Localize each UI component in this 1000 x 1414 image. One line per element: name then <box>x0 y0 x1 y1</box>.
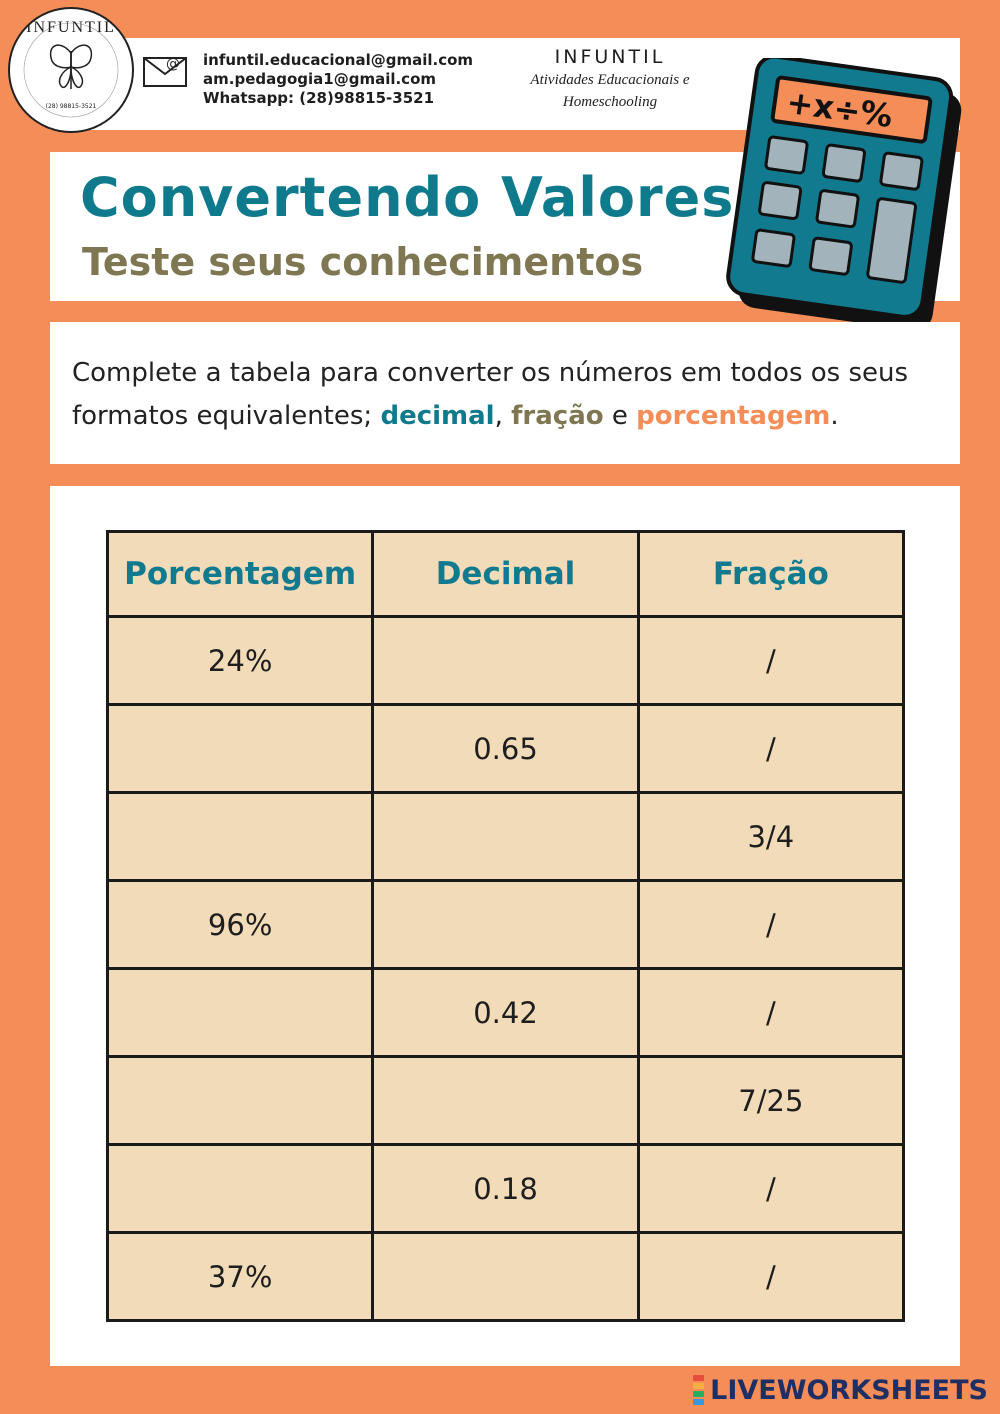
conversion-table <box>106 530 905 1322</box>
answer-cell-decimal[interactable] <box>373 793 638 881</box>
answer-cell-fracao[interactable]: / <box>638 617 903 705</box>
header-decimal: Decimal <box>373 532 638 617</box>
instructions-end: . <box>830 401 839 431</box>
cell-porcentagem: 37% <box>108 1233 373 1321</box>
logo-phone: (28) 98815-3521 <box>45 103 97 110</box>
table-row <box>108 1233 904 1321</box>
table-row <box>108 793 904 881</box>
answer-cell-decimal[interactable] <box>373 617 638 705</box>
contact-email-1[interactable]: infuntil.educacional@gmail.com <box>203 51 474 69</box>
table-row <box>108 881 904 969</box>
header-fracao: Fração <box>638 532 903 617</box>
cell-decimal: 0.18 <box>373 1145 638 1233</box>
logo-name: INFUNTIL <box>26 19 116 36</box>
answer-cell-fracao[interactable]: / <box>638 881 903 969</box>
answer-cell-porcentagem[interactable] <box>108 1057 373 1145</box>
brand-block <box>510 46 710 112</box>
brand-subtitle-line1: Atividades Educacionais e <box>530 72 690 88</box>
calculator-icon <box>722 58 974 340</box>
brand-subtitle-line2: Homeschooling <box>562 94 658 110</box>
answer-cell-porcentagem[interactable] <box>108 1145 373 1233</box>
answer-cell-fracao[interactable]: / <box>638 1233 903 1321</box>
cell-porcentagem: 24% <box>108 617 373 705</box>
answer-cell-fracao[interactable]: / <box>638 1145 903 1233</box>
cell-decimal: 0.42 <box>373 969 638 1057</box>
keyword-porcentagem: porcentagem <box>636 401 831 431</box>
page-title: Convertendo Valores <box>80 166 735 229</box>
answer-cell-fracao[interactable]: / <box>638 969 903 1057</box>
contact-whatsapp[interactable]: Whatsapp: (28)98815-3521 <box>203 89 435 107</box>
page-subtitle: Teste seus conhecimentos <box>82 240 644 284</box>
answer-cell-porcentagem[interactable] <box>108 969 373 1057</box>
calculator-display: +x÷% <box>784 82 895 136</box>
instructions-text <box>72 352 952 438</box>
answer-cell-decimal[interactable] <box>373 881 638 969</box>
answer-cell-porcentagem[interactable] <box>108 705 373 793</box>
answer-cell-decimal[interactable] <box>373 1233 638 1321</box>
watermark-text: LIVEWORKSHEETS <box>710 1374 988 1406</box>
brand-name: INFUNTIL <box>554 46 666 68</box>
liveworksheets-watermark <box>693 1372 988 1408</box>
table-row <box>108 705 904 793</box>
table-header-row <box>108 532 904 617</box>
instructions-lead: Complete a tabela para converter os números em todos os seus formatos equivalentes; <box>72 358 909 431</box>
cell-decimal: 0.65 <box>373 705 638 793</box>
answer-cell-decimal[interactable] <box>373 1057 638 1145</box>
cell-fracao: 7/25 <box>638 1057 903 1145</box>
table-row <box>108 1057 904 1145</box>
table-row <box>108 969 904 1057</box>
svg-text:@: @ <box>166 56 180 72</box>
keyword-decimal: decimal <box>380 401 495 431</box>
table-row <box>108 1145 904 1233</box>
instructions-sep1: , <box>494 401 512 431</box>
contact-email-2[interactable]: am.pedagogia1@gmail.com <box>203 70 436 88</box>
header-porcentagem: Porcentagem <box>108 532 373 617</box>
table-row <box>108 617 904 705</box>
answer-cell-fracao[interactable]: / <box>638 705 903 793</box>
cell-fracao: 3/4 <box>638 793 903 881</box>
instructions-sep2: e <box>603 401 637 431</box>
answer-cell-porcentagem[interactable] <box>108 793 373 881</box>
mail-icon <box>142 52 188 88</box>
cell-porcentagem: 96% <box>108 881 373 969</box>
infuntil-logo <box>8 7 134 133</box>
keyword-fracao: fração <box>511 401 604 431</box>
liveworksheets-logo-icon <box>693 1374 704 1406</box>
